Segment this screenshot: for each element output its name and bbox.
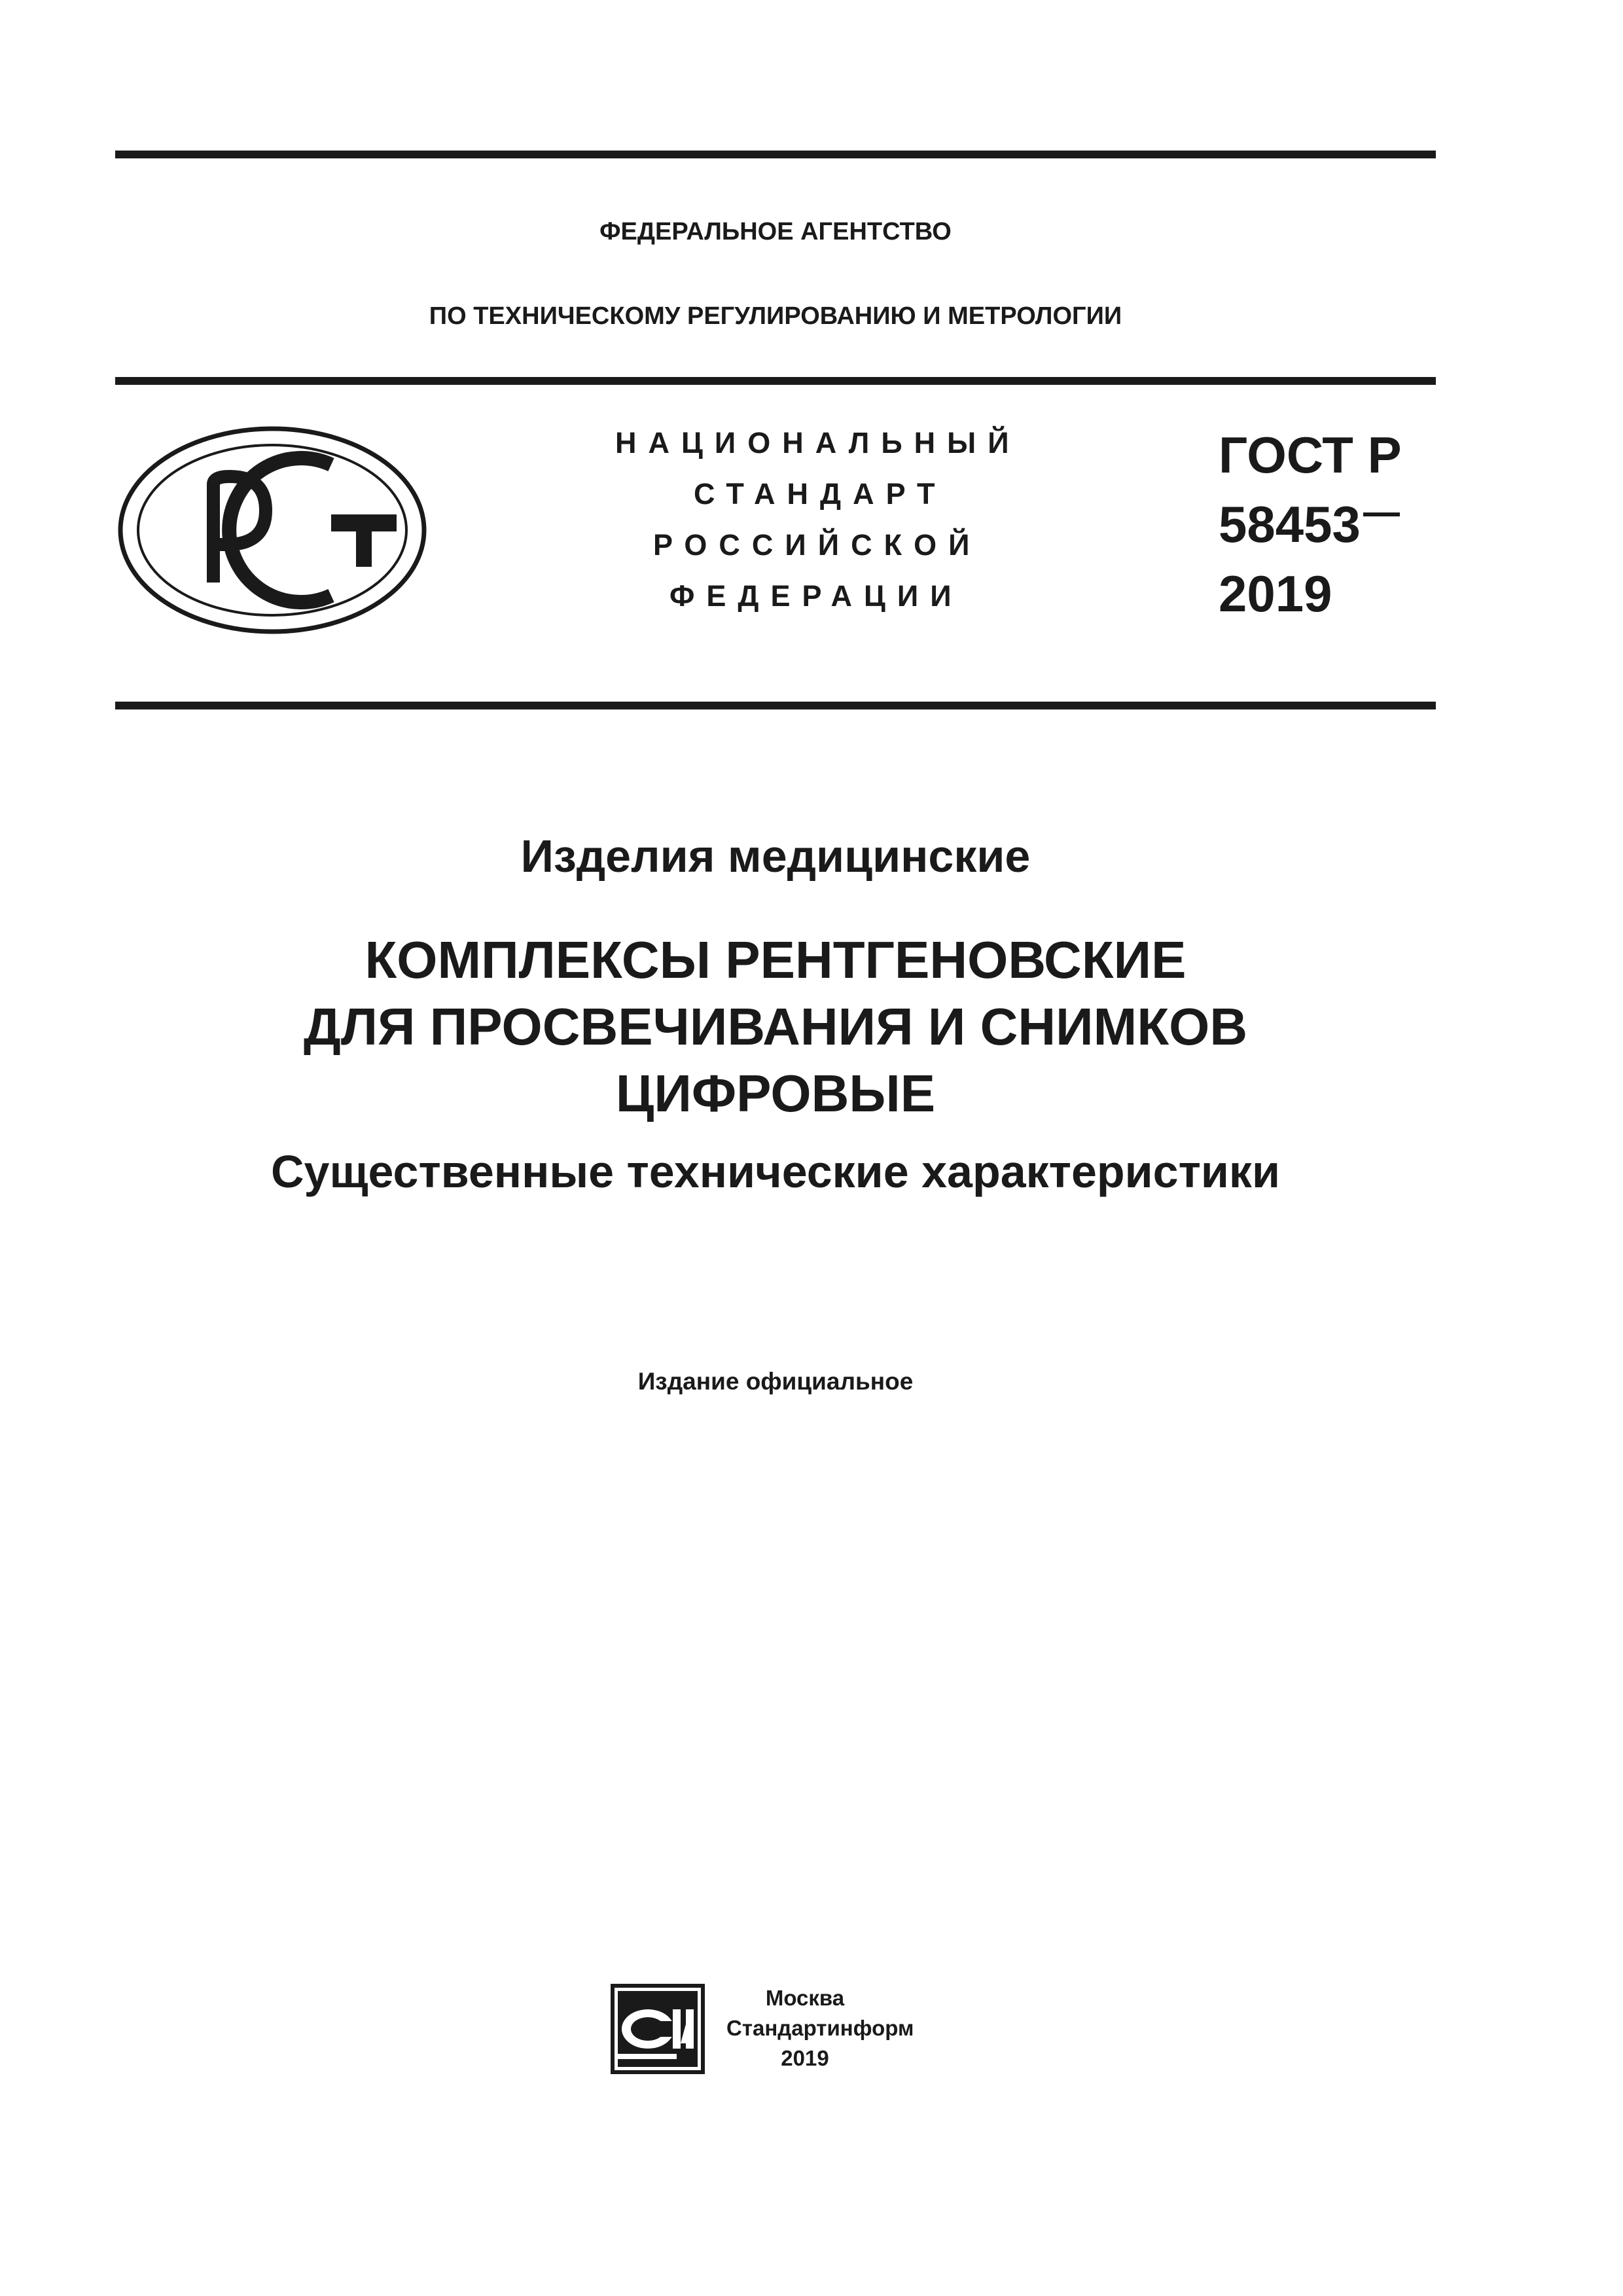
gost-code-line-3: 2019 — [1219, 565, 1332, 622]
document-title-line: ДЛЯ ПРОСВЕЧИВАНИЯ И СНИМКОВ — [303, 997, 1248, 1056]
gost-code-line-1: ГОСТ Р — [1219, 426, 1402, 484]
gost-code-line-2 — [1219, 490, 1402, 559]
document-title — [115, 927, 1436, 1127]
middle-rule — [115, 377, 1436, 385]
edition-label: Издание официальное — [637, 1368, 914, 1395]
bottom-rule — [115, 702, 1436, 709]
standard-type-line: РОССИЙСКОЙ — [653, 528, 982, 562]
agency-line-1: ФЕДЕРАЛЬНОЕ АГЕНТСТВО — [599, 218, 952, 245]
agency-line-2: ПО ТЕХНИЧЕСКОМУ РЕГУЛИРОВАНИЮ И МЕТРОЛОГИИ — [429, 302, 1122, 330]
document-subtitle: Изделия медицинские — [520, 831, 1031, 882]
national-standard-label — [576, 418, 1034, 622]
standard-type-line: НАЦИОНАЛЬНЫЙ — [615, 426, 1021, 459]
publisher-name: Стандартинформ — [726, 2016, 914, 2040]
sti-logo-icon — [609, 1983, 707, 2075]
standard-type-line: СТАНДАРТ — [694, 477, 947, 511]
top-rule — [115, 151, 1436, 158]
gost-number: 58453 — [1219, 495, 1361, 553]
gost-dash — [1363, 512, 1400, 516]
document-title-line: ЦИФРОВЫЕ — [615, 1064, 936, 1122]
standard-type-line: ФЕДЕРАЦИИ — [669, 579, 963, 613]
rst-logo-icon — [115, 419, 429, 641]
document-characteristics: Существенные технические характеристики — [271, 1146, 1280, 1197]
gost-code — [1219, 420, 1402, 628]
document-title-line: КОМПЛЕКСЫ РЕНТГЕНОВСКИЕ — [365, 931, 1186, 989]
publisher-info — [726, 1983, 914, 2073]
publisher-year: 2019 — [781, 2046, 829, 2070]
publisher-city: Москва — [765, 1986, 845, 2010]
